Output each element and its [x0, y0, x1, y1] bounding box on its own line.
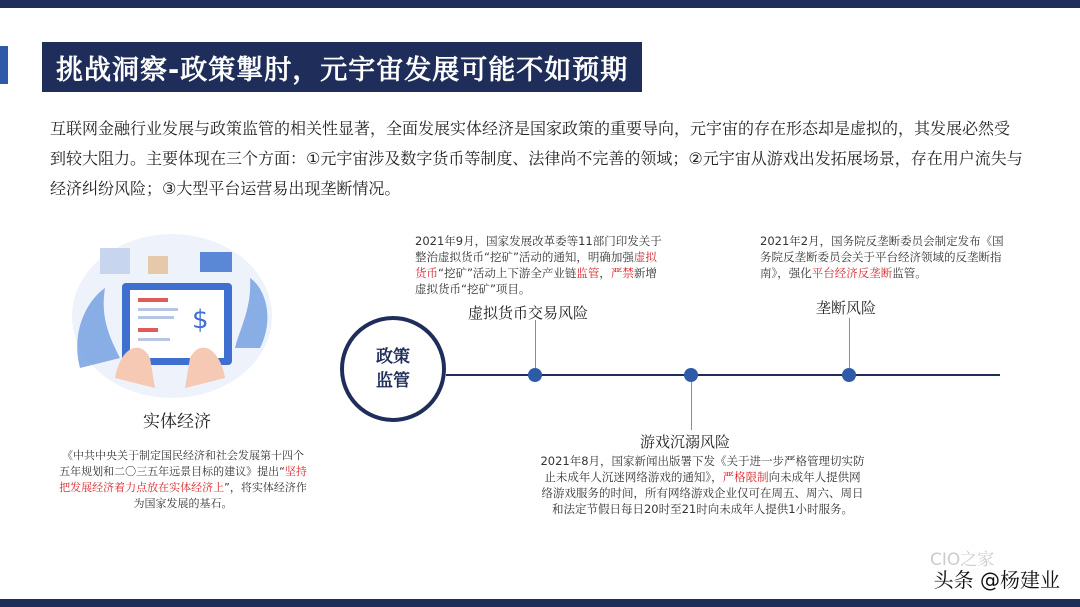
top-bar — [0, 0, 1080, 8]
risk2-text: 2021年8月，国家新闻出版署下发《关于进一步严格管理切实防止未成年人沉迷网络游戏的通知》，严格限制向未成年人提供网络游戏服务的时间，所有网络游戏企业仅可在周五、周六、周日和法定节假日每日20时至21时向未成年人提供1小时服务。 — [540, 454, 865, 516]
policy-circle: 政策 监管 — [340, 316, 446, 422]
page-title: 挑战洞察-政策掣肘，元宇宙发展可能不如预期 — [56, 54, 629, 86]
timeline-dot-1 — [528, 368, 542, 382]
title-box — [42, 42, 642, 92]
connector-3 — [849, 318, 850, 368]
svg-text:$: $ — [192, 305, 209, 335]
label-risk3: 垄断风险 — [816, 299, 877, 317]
real-economy-note: 《中共中央关于制定国民经济和社会发展第十四个五年规划和二〇三五年远景目标的建议》提出“坚持把发展经济着力点放在实体经济上”，将实体经济作为国家发展的基石。 — [59, 449, 307, 510]
risk1-text: 2021年9月，国家发展改革委等11部门印发关于整治虚拟货币“挖矿”活动的通知，明确加强虚拟货币“挖矿”活动上下游全产业链监管，严禁新增虚拟货币“挖矿”项目。 — [415, 234, 662, 296]
connector-1 — [535, 320, 536, 368]
timeline-dot-3 — [842, 368, 856, 382]
watermark-cio: CIO之家 — [930, 550, 995, 570]
title-accent-bar — [0, 46, 8, 84]
commerce-illustration — [60, 228, 280, 408]
connector-2 — [691, 382, 692, 430]
label-real-economy: 实体经济 — [143, 412, 211, 432]
label-risk1: 虚拟货币交易风险 — [468, 304, 589, 322]
timeline-dot-2 — [684, 368, 698, 382]
intro-paragraph: 互联网金融行业发展与政策监管的相关性显著，全面发展实体经济是国家政策的重要导向，元宇宙的存在形态却是虚拟的，其发展必然受到较大阻力。主要体现在三个方面：①元宇宙涉及数字货币等制度、法律尚不完善的领域；②元宇宙从游戏出发拓展场景，存在用户流失与经济纠纷风险；③大型平台运营易出现垄断情况。 — [50, 119, 1023, 198]
bottom-bar — [0, 599, 1080, 607]
risk3-text: 2021年2月，国务院反垄断委员会制定发布《国务院反垄断委员会关于平台经济领域的反垄断指南》，强化平台经济反垄断监管。 — [760, 234, 1004, 280]
watermark: 头条 @杨建业 — [933, 568, 1060, 592]
label-risk2: 游戏沉溺风险 — [640, 433, 731, 451]
